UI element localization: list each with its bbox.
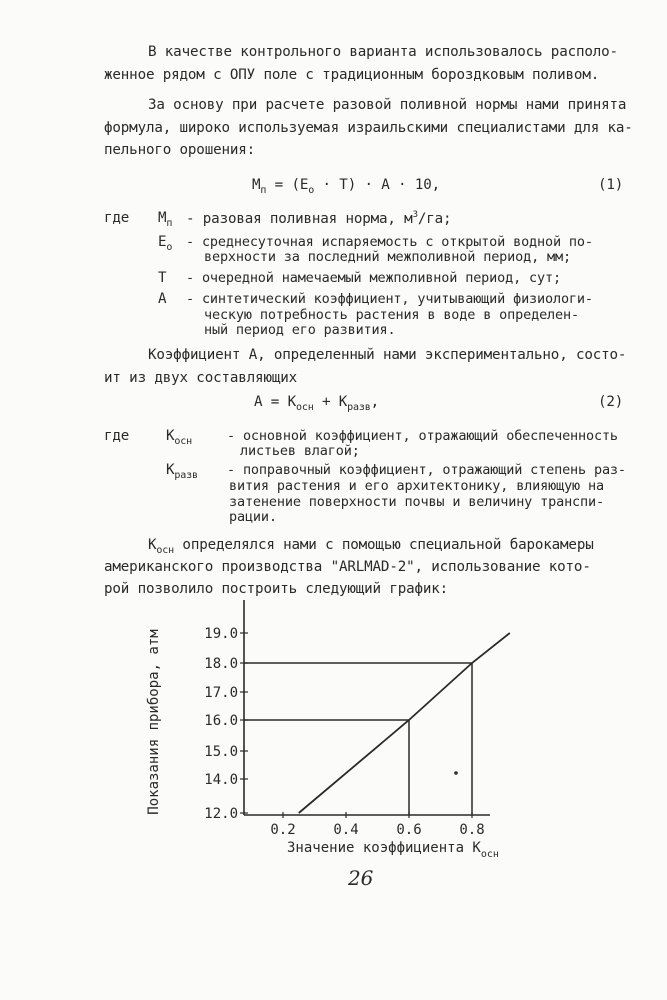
def-Krazv-line-2: вития растения и его архитектонику, влияющую на [229, 478, 604, 494]
y-tick-label: 15.0 [204, 744, 238, 760]
series-line [299, 633, 510, 813]
where-label-1: где [104, 210, 130, 226]
y-tick-label: 14.0 [204, 772, 238, 788]
y-tick-label: 17.0 [204, 685, 238, 701]
formula-1-number: (1) [598, 177, 624, 193]
def-A-line-1: - синтетический коэффициент, учитывающий физиологи- [186, 291, 593, 307]
formula-1: $М_п = (Е_о \cdot Т) \cdot А \cdot 10$, [252, 177, 440, 196]
symbol-Krazv: $К_{разв}$ [166, 462, 198, 481]
where-label-2: где [104, 428, 130, 444]
paragraph-2-line-1: За основу при расчете разовой поливной нормы нами принята [148, 97, 627, 113]
def-A-line-3: ный период его развития. [204, 322, 396, 338]
symbol-Kosn: $К_{осн}$ [166, 428, 193, 447]
x-tick-label: 0.8 [459, 822, 485, 838]
def-Eo-line-2: верхности за последний межполивной период, мм; [204, 249, 571, 265]
symbol-Mp: $М_п$ [158, 210, 173, 229]
def-Mp: - разовая поливная норма, $м^3/га$; [186, 210, 452, 227]
symbol-A: А [158, 291, 167, 307]
symbol-T: Т [158, 270, 167, 286]
formula-2: $А = К_{осн} + К_{разв}$, [254, 394, 380, 413]
y-axis-label: Показания прибора, атм [146, 629, 162, 815]
x-tick-label: 0.2 [270, 822, 296, 838]
y-tick-label: 18.0 [204, 656, 238, 672]
def-Kosn-line-1: - основной коэффициент, отражающий обеспеченность [227, 428, 618, 444]
y-tick-label: 16.0 [204, 713, 238, 729]
def-T: - очередной намечаемый межполивной период, сут; [186, 270, 561, 286]
def-Krazv-line-4: рации. [229, 509, 277, 525]
paragraph-2-line-3: пельного орошения: [104, 142, 256, 158]
def-Kosn-line-2: листьев влагой; [240, 443, 360, 459]
paragraph-4-line-1: $К_{осн}$ определялся нами с помощью специальной барокамеры [148, 537, 594, 556]
symbol-Eo: $Е_о$ [158, 234, 173, 253]
page-number: 26 [348, 866, 374, 890]
paragraph-4-line-3: рой позволило построить следующий график: [104, 581, 449, 597]
formula-2-number: (2) [598, 394, 624, 410]
y-tick-label: 19.0 [204, 626, 238, 642]
x-axis-label-subscript: осн [480, 849, 499, 860]
paragraph-4-line-2: американского производства "ARLMAD-2", использование кото- [104, 559, 591, 575]
paragraph-3-line-1: Коэффициент А, определенный нами экспериментально, состо- [148, 347, 627, 363]
paragraph-1-line-1: В качестве контрольного варианта использовалось располо- [148, 44, 618, 60]
paragraph-1-line-2: женное рядом с ОПУ поле с традиционным бороздковым поливом. [104, 67, 600, 83]
x-axis-label: Значение коэффициента $К_{осн}$ [287, 840, 499, 860]
y-tick-label: 12.0 [204, 806, 238, 822]
stray-dot [454, 771, 458, 775]
paragraph-2-line-2: формула, широко используемая израильскими специалистами для ка- [104, 120, 633, 136]
x-tick-label: 0.4 [333, 822, 359, 838]
paragraph-3-line-2: ит из двух составляющих [104, 370, 298, 386]
def-A-line-2: ческую потребность растения в воде в определен- [204, 307, 579, 323]
def-Krazv-line-3: затенение поверхности почвы и величину транспи- [229, 494, 604, 510]
def-Krazv-line-1: - поправочный коэффициент, отражающий степень раз- [227, 462, 626, 478]
x-tick-label: 0.6 [396, 822, 422, 838]
def-Eo-line-1: - среднесуточная испаряемость с открытой водной по- [186, 234, 593, 250]
